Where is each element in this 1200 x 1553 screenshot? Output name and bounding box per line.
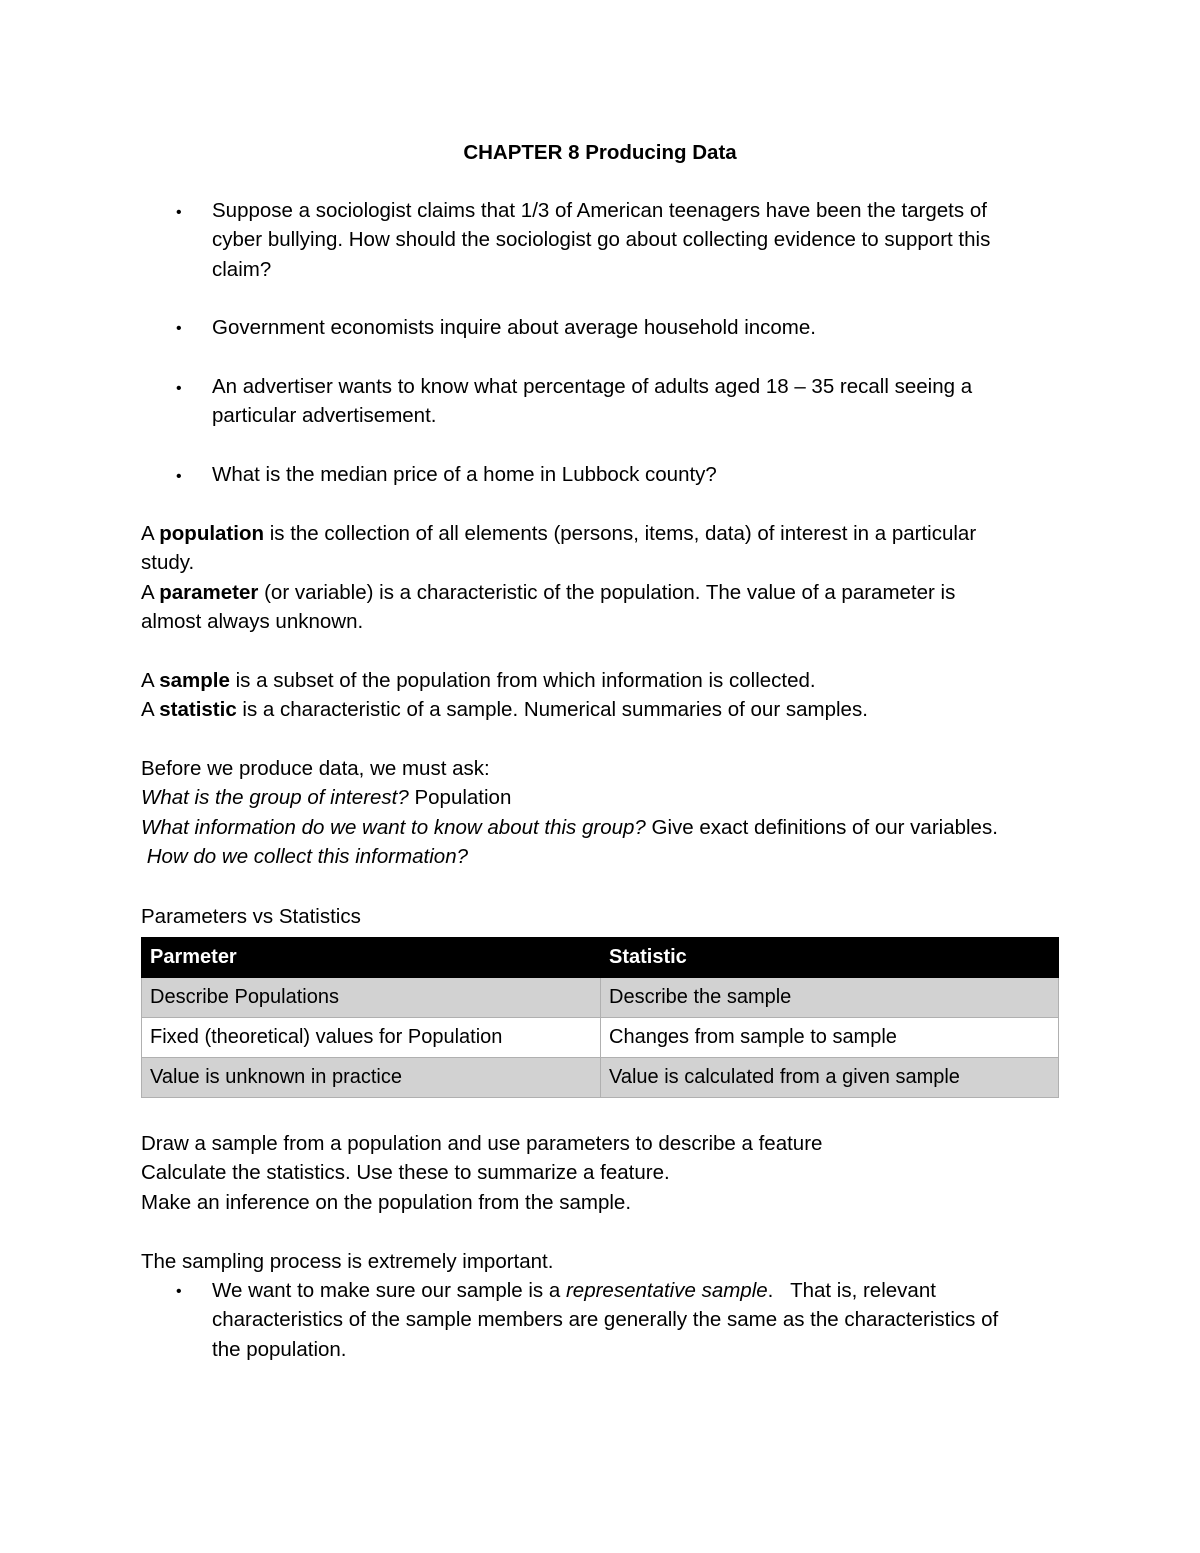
step-line: Make an inference on the population from the sample. [141,1190,632,1214]
bullet-marker: • [176,204,182,221]
bullet-item-sociologist [212,196,1062,284]
bullet-marker: • [176,320,182,337]
bullet-line: We want to make sure our sample is a representative sample. That is, relevant [212,1279,936,1302]
table-row [142,1018,1059,1058]
questions-block [141,754,1061,872]
bullet-marker: • [176,380,182,397]
parameter-definition-line: A parameter (or variable) is a characteristic of the population. The value of a parameter is [141,580,956,604]
table-cell: Value is calculated from a given sample [601,1058,1059,1098]
population-definition-line: A population is the collection of all elements (persons, items, data) of interest in a particular [141,522,977,545]
bullet-line: What is the median price of a home in Lubbock county? [212,463,717,486]
term-population: population [159,522,265,545]
bullet-line: cyber bullying. How should the sociologist go about collecting evidence to support this [212,228,991,252]
bullet-marker: • [176,468,182,485]
term-statistic: statistic [159,698,237,722]
table-row [142,978,1059,1018]
table-cell: Describe the sample [601,978,1059,1018]
table-header-parameter: Parmeter [142,938,601,978]
sample-definition-line: A sample is a subset of the population from which information is collected. [141,669,816,692]
bullet-line: An advertiser wants to know what percentage of adults aged 18 – 35 recall seeing a [212,375,973,398]
step-line: Draw a sample from a population and use parameters to describe a feature [141,1132,823,1155]
bullet-item-representative [212,1276,1062,1364]
sampling-intro: The sampling process is extremely important. [141,1250,554,1273]
step-line: Calculate the statistics. Use these to summarize a feature. [141,1161,670,1185]
question-group: What is the group of interest? Population [141,786,512,810]
table-cell: Value is unknown in practice [142,1058,601,1098]
parameters-vs-statistics-table [141,937,1059,1098]
table-cell: Describe Populations [142,978,601,1018]
question-collect: How do we collect this information? [141,845,469,869]
questions-intro: Before we produce data, we must ask: [141,757,490,780]
bullet-marker: • [176,1283,182,1300]
parameter-definition-line-2: almost always unknown. [141,610,364,634]
table-row [142,1058,1059,1098]
chapter-title: CHAPTER 8 Producing Data [463,141,737,164]
question-information: What information do we want to know about this group? Give exact definitions of our variables. [141,815,998,839]
statistic-definition-line: A statistic is a characteristic of a sample. Numerical summaries of our samples. [141,698,868,722]
bullet-item-median-price [212,460,1062,489]
bullet-line: claim? [212,257,272,281]
definition-population-parameter [141,519,1061,637]
bullet-line: Suppose a sociologist claims that 1/3 of American teenagers have been the targets of [212,199,987,222]
bullet-line: particular advertisement. [212,404,437,428]
table-header-row [142,938,1059,978]
term-sample: sample [159,669,230,692]
bullet-line: the population. [212,1337,347,1361]
table-caption: Parameters vs Statistics [141,905,361,928]
table-cell: Fixed (theoretical) values for Population [142,1018,601,1058]
bullet-item-economists [212,313,1062,342]
bullet-line: characteristics of the sample members are generally the same as the characteristics of [212,1308,999,1332]
table-cell: Changes from sample to sample [601,1018,1059,1058]
definition-sample-statistic [141,666,1061,725]
table-header-statistic: Statistic [601,938,1059,978]
bullet-item-advertiser [212,372,1062,431]
term-parameter: parameter [159,580,259,604]
term-representative-sample: representative sample [565,1279,768,1302]
bullet-line: Government economists inquire about average household income. [212,316,816,339]
population-definition-line-2: study. [141,551,195,575]
steps-block [141,1129,1061,1217]
